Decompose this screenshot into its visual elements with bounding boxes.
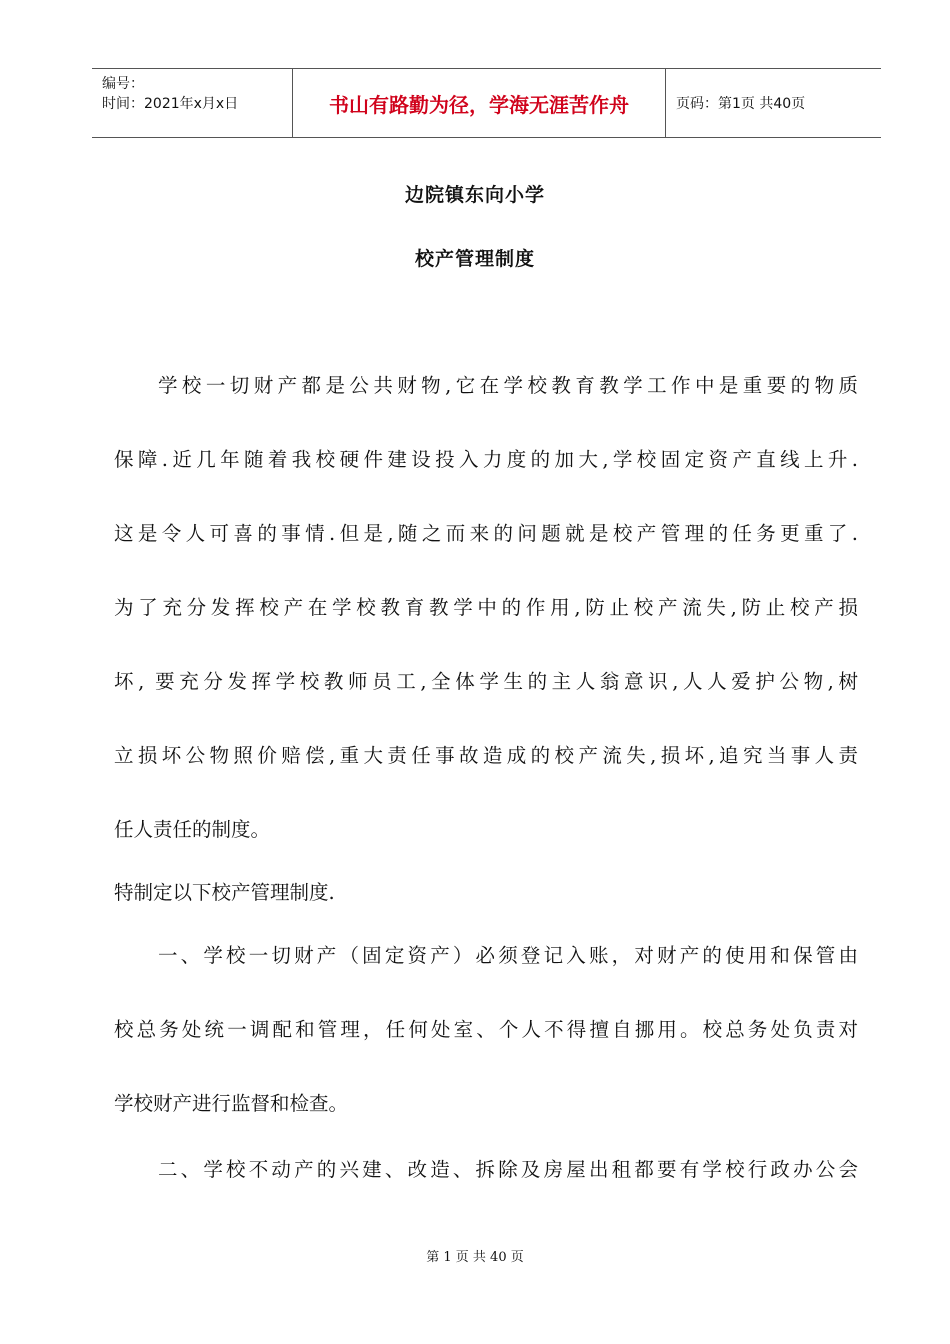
document-subtitle: 校产管理制度 [414, 248, 535, 270]
paragraph-line: 学校一切财产都是公共财物,它在学校教育教学工作中是重要的物质 [158, 374, 858, 397]
page-header [92, 68, 881, 138]
paragraph-line: 学校财产进行监督和检查。 [114, 1092, 349, 1115]
motto: 书山有路勤为径，学海无涯苦作舟 [329, 93, 629, 117]
paragraph-line: 特制定以下校产管理制度. [114, 881, 335, 904]
paragraph-line: 坏, 要充分发挥学校教师员工,全体学生的主人翁意识,人人爱护公物,树 [114, 670, 858, 693]
paragraph-line: 任人责任的制度。 [114, 818, 271, 841]
paragraph-line: 校总务处统一调配和管理，任何处室、个人不得擅自挪用。校总务处负责对 [114, 1018, 858, 1041]
time-label: 时间：2021年x月x日 [102, 96, 239, 112]
paragraph-line: 立损坏公物照价赔偿,重大责任事故造成的校产流失,损坏,追究当事人责 [114, 744, 858, 767]
page-footer: 第 1 页 共 40 页 [426, 1250, 524, 1265]
paragraph-line: 这是令人可喜的事情.但是,随之而来的问题就是校产管理的任务更重了. [114, 522, 858, 545]
page-info: 页码：第1页 共40页 [676, 96, 806, 112]
header-info-cell [92, 69, 293, 137]
paragraph-line: 一、学校一切财产（固定资产）必须登记入账，对财产的使用和保管由 [158, 944, 858, 967]
paragraph-line: 为了充分发挥校产在学校教育教学中的作用,防止校产流失,防止校产损 [114, 596, 858, 619]
header-motto-cell [293, 69, 666, 137]
header-page-cell [666, 69, 881, 137]
number-label: 编号： [102, 76, 144, 92]
paragraph-line: 二、学校不动产的兴建、改造、拆除及房屋出租都要有学校行政办公会 [158, 1158, 858, 1181]
document-title: 边院镇东向小学 [404, 184, 545, 206]
paragraph-line: 保障.近几年随着我校硬件建设投入力度的加大,学校固定资产直线上升. [114, 448, 858, 471]
